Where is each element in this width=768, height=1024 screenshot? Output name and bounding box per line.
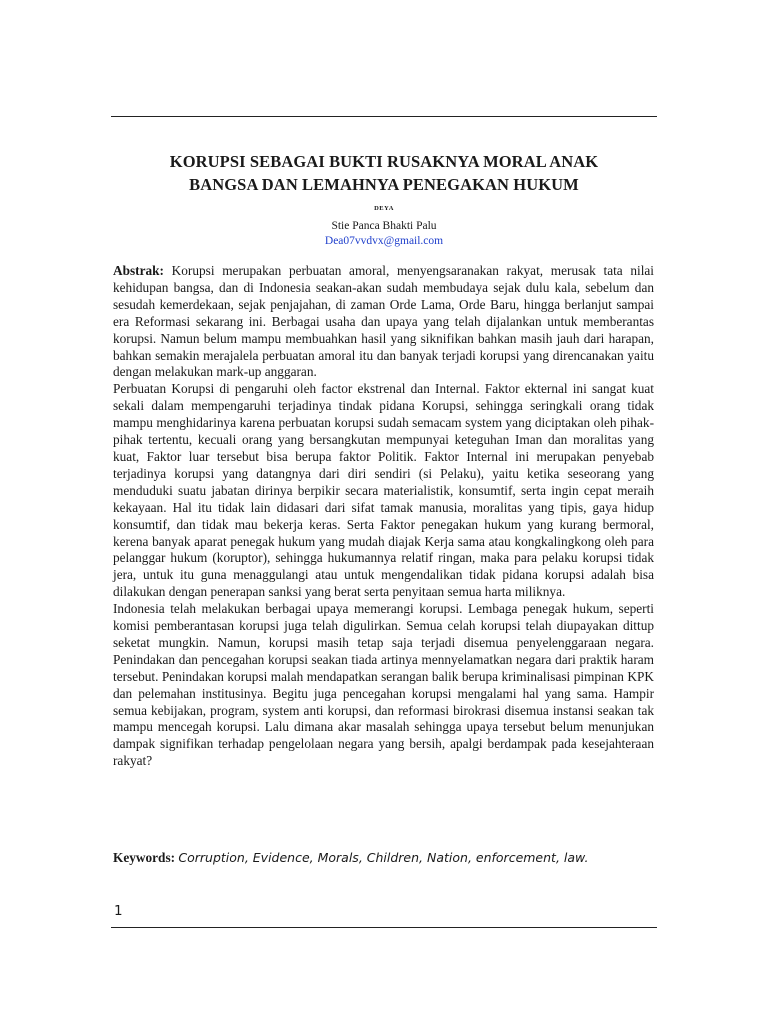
author-email: Dea07vvdvx@gmail.com xyxy=(324,235,444,247)
title-line-1: KORUPSI SEBAGAI BUKTI RUSAKNYA MORAL ANAK xyxy=(169,152,599,171)
affiliation-block xyxy=(111,219,657,249)
keywords-label: Keywords: xyxy=(113,850,176,865)
keywords-line xyxy=(113,850,654,866)
title-line-2: BANGSA DAN LEMAHNYA PENEGAKAN HUKUM xyxy=(189,175,579,194)
abstract-paragraph-1 xyxy=(113,263,654,381)
affiliation: Stie Panca Bhakti Palu xyxy=(331,220,437,232)
paper-title xyxy=(111,150,657,196)
bottom-rule xyxy=(111,927,657,928)
author-name: DEYA xyxy=(374,205,394,212)
abstract-paragraph-3: Indonesia telah melakukan berbagai upaya memerangi korupsi. Lembaga penegak hukum, seperti komisi pemberantasan korupsi juga telah digulirkan. Semua celah korupsi telah diupayakan dittup seketat mungkin. Namun, korupsi masih tetap saja terjadi disemua penyelenggaraan negara. Penindakan dan pencegahan korupsi seakan tiada artinya mennyelamatkan negara dari praktik haram tersebut. Penindakan korupsi malah mendapatkan serangan balik berupa kriminalisasi pimpinan KPK dan pelemahan institusinya. Begitu juga pencegahan korupsi mengalami hal yang sama. Hampir semua kebijakan, program, system anti korupsi, dan reformasi birokrasi disemua instansi seakan tak mampu mencegah korupsi. Lalu dimana akar masalah sehingga upaya tersebut belum menunjukan dampak signifikan terhadap pengelolaan negara yang bersih, apalgi berdampak pada kesejahteraan rakyat? xyxy=(113,601,654,769)
top-rule xyxy=(111,116,657,117)
page-number: 1 xyxy=(114,903,123,919)
abstract-paragraph-1-text: Korupsi merupakan perbuatan amoral, menyengsaranakan rakyat, merusak tata nilai kehidupan bangsa, dan di Indonesia seakan-akan sudah membudaya sejak dulu kala, sebelum dan sesudah kemerdekaan, sejak penjajahan, di zaman Orde Lama, Orde Baru, hingga berlanjut sampai era Reformasi sekarang ini. Berbagai usaha dan upaya yang telah dijalankan untuk memberantas korupsi. Namun belum mampu membuahkan hasil yang siknifikan bahkan masih jauh dari harapan, bahkan semakin merajalela perbuatan amoral itu dan banyak terjadi korupsi yang direncanakan yaitu dengan melakukan mark-up anggaran. xyxy=(113,263,655,380)
abstract-label: Abstrak: xyxy=(113,263,164,278)
keywords-text: Corruption, Evidence, Morals, Children, Nation, enforcement, law. xyxy=(178,850,589,865)
abstract-paragraph-2: Perbuatan Korupsi di pengaruhi oleh factor ekstrenal dan Internal. Faktor ekternal ini sangat kuat sekali dalam mempengaruhi terjadinya tindak pidana Korupsi, sehingga seringkali orang tidak mampu menghidarinya karena perbuatan korupsi sudah semacam system yang diciptakan oleh pihak-pihak tertentu, kecuali orang yang bersangkutan mempunyai keteguhan Iman dan moralitas yang kuat, Faktor luar tersebut bisa berupa faktor Politik. Faktor Internal ini merupakan penyebab terjadinya korupsi yang datangnya dari diri sendiri (si Pelaku), yaitu ketika seseorang yang menduduki suatu jabatan dirinya berpikir secara materialistik, konsumtif, serta ingin cepat meraih kekayaan. Hal itu tidak lain didasari dari sifat tamak manusia, moralitas yang tipis, gaya hidup konsumtif, dan tidak mau bekerja keras. Serta Faktor penegakan hukum yang kurang bermoral, kerena banyak aparat penegak hukum yang mudah diajak Kerja sama atau kongkalingkong oleh para pelanggar hukum (koruptor), sehingga hukumannya relatif ringan, maka para pelaku korupsi tidak jera, untuk itu guna menaggulangi atau untuk mengendalikan tidak pidana korupsi adalah bisa dilakukan dengan penerapan sanksi yang berat serta penyitaan semua harta miliknya. xyxy=(113,381,654,600)
abstract-body xyxy=(113,263,654,770)
